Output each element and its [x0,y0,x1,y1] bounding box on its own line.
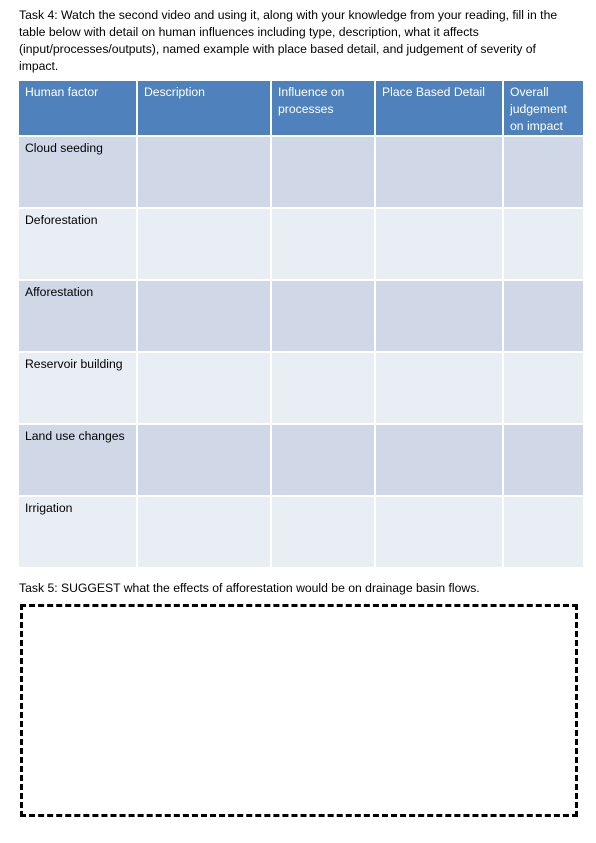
header-human-factor: Human factor [19,81,136,135]
row-label-cloud-seeding: Cloud seeding [19,137,136,207]
influence-cell[interactable] [272,209,374,279]
row-label-irrigation: Irrigation [19,497,136,567]
row-label-afforestation: Afforestation [19,281,136,351]
influence-cell[interactable] [272,425,374,495]
description-cell[interactable] [138,497,270,567]
place-detail-cell[interactable] [376,209,502,279]
place-detail-cell[interactable] [376,497,502,567]
header-place-based-detail: Place Based Detail [376,81,502,135]
description-cell[interactable] [138,281,270,351]
task-4-instructions: Task 4: Watch the second video and using it, along with your knowledge from your reading, fill in the table below with detail on human influences including type, description, what it affects (input/processes/outputs), named example with place based detail, and judgement of severity of impact. [19,8,558,73]
header-overall-judgement: Overall judgement on impact [504,81,583,135]
task-5-instructions: Task 5: SUGGEST what the effects of afforestation would be on drainage basin flows. [19,581,480,595]
row-label-reservoir-building: Reservoir building [19,353,136,423]
table-header-row [19,81,583,135]
description-cell[interactable] [138,353,270,423]
table-row [19,497,583,567]
influence-cell[interactable] [272,281,374,351]
place-detail-cell[interactable] [376,425,502,495]
task-5-answer-box[interactable] [20,604,578,817]
judgement-cell[interactable] [504,497,583,567]
table-row [19,137,583,207]
table-row [19,281,583,351]
judgement-cell[interactable] [504,425,583,495]
judgement-cell[interactable] [504,353,583,423]
description-cell[interactable] [138,209,270,279]
table-row [19,209,583,279]
description-cell[interactable] [138,137,270,207]
judgement-cell[interactable] [504,281,583,351]
judgement-cell[interactable] [504,209,583,279]
header-influence-on-processes: Influence on processes [272,81,374,135]
table-row [19,425,583,495]
place-detail-cell[interactable] [376,137,502,207]
influence-cell[interactable] [272,137,374,207]
place-detail-cell[interactable] [376,281,502,351]
place-detail-cell[interactable] [376,353,502,423]
description-cell[interactable] [138,425,270,495]
row-label-deforestation: Deforestation [19,209,136,279]
influence-cell[interactable] [272,353,374,423]
table-row [19,353,583,423]
header-description: Description [138,81,270,135]
human-influences-table [17,79,585,569]
row-label-land-use-changes: Land use changes [19,425,136,495]
influence-cell[interactable] [272,497,374,567]
judgement-cell[interactable] [504,137,583,207]
